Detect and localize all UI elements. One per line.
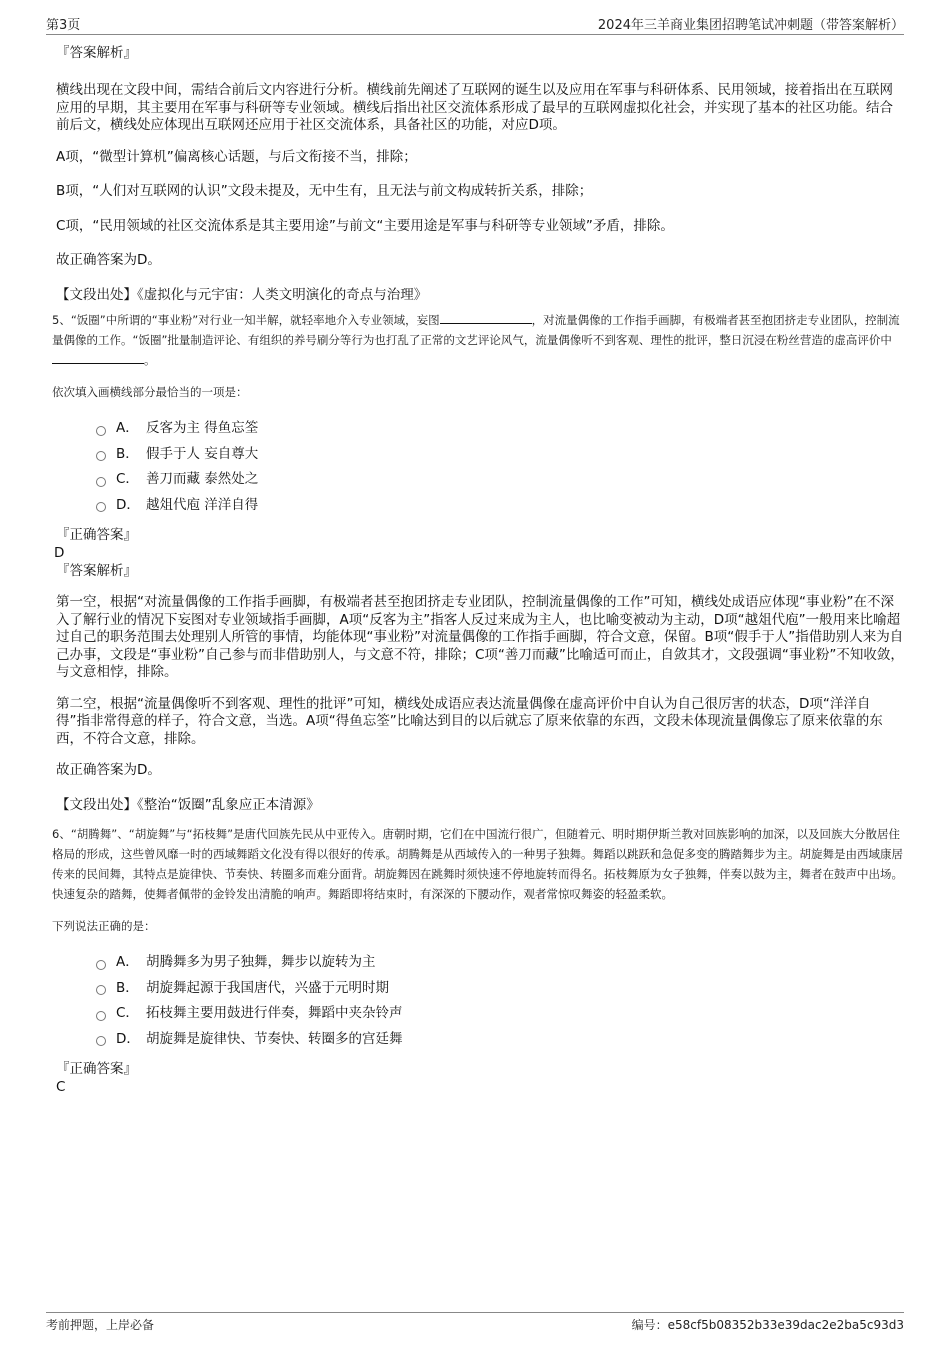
q5-analysis-conclusion: 故正确答案为D。 (56, 762, 161, 778)
radio-icon[interactable] (96, 477, 106, 487)
q5-option-d[interactable]: D． 越俎代庖 洋洋自得 (96, 493, 904, 519)
q5-correct-label: 『正确答案』 (56, 527, 137, 543)
q6-option-c[interactable]: C． 拓枝舞主要用鼓进行伴奏，舞蹈中夹杂铃声 (96, 1001, 904, 1027)
q5-correct-answer: D (54, 545, 65, 561)
q6-correct-label: 『正确答案』 (56, 1061, 137, 1077)
q6-options (96, 950, 904, 1052)
q5-analysis-label: 『答案解析』 (56, 563, 137, 579)
q4-analysis-p4: C项，“民用领域的社区交流体系是其主要用途”与前文“主要用途是军事与科研等专业领域”矛盾，排除。 (56, 217, 674, 234)
document-body (52, 44, 904, 1096)
page-footer (46, 1312, 904, 1334)
footer-slogan: 考前押题，上岸必备 (46, 1318, 155, 1332)
q5-stem-part2: ，对流量偶像的工作指手画脚，有极端者甚至抱团挤走专业团队，控制流量偶像的工作。“饭圈”批量制造评论、有组织的养号刷分等行为也打乱了正常的文艺评论风气，流量偶像听不到客观、理性的批评，整日沉浸在粉丝营造的虚高评价中 (52, 313, 900, 347)
q4-analysis-p2: A项，“微型计算机”偏离核心话题，与后文衔接不当，排除； (56, 148, 417, 165)
q4-source: 【文段出处】《虚拟化与元宇宙：人类文明演化的奇点与治理》 (56, 286, 428, 303)
document-code: 编号：e58cf5b08352b33e39dac2e2ba5c93d3 (631, 1318, 904, 1332)
q4-analysis-p3: B项，“人们对互联网的认识”文段未提及，无中生有，且无法与前文构成转折关系，排除； (56, 183, 593, 199)
q5-stem-part3: 。 (144, 353, 156, 367)
q5-source: 【文段出处】《整治“饭圈”乱象应正本清源》 (56, 796, 320, 813)
page-number: 第3页 (46, 18, 81, 33)
q5-analysis-p1: 第一空，根据“对流量偶像的工作指手画脚，有极端者甚至抱团挤走专业团队，控制流量偶像的工作”可知，横线处成语应体现“事业粉”在不深入了解行业的情况下妄图对专业领域指手画脚，A项“反客为主”指客人反过来成为主人，也比喻变被动为主动，D项“越俎代庖”一般用来比喻超过自己的职务范围去处理别人所管的事情，均能体现“事业粉”对流量偶像的工作指手画脚，符合文意，保留。B项“假手于人”指借助别人来为自己办事，文段是“事业粉”自己参与而非借助别人，与文意不符，排除；C项“善刀而藏”比喻适可而止，自敛其才，文段强调“事业粉”不知收敛，与文意相悖，排除。 (56, 594, 904, 680)
radio-icon[interactable] (96, 960, 106, 970)
q5-option-a[interactable]: A． 反客为主 得鱼忘筌 (96, 416, 904, 442)
radio-icon[interactable] (96, 985, 106, 995)
document-title: 2024年三羊商业集团招聘笔试冲刺题（带答案解析） (597, 18, 904, 33)
q5-option-b[interactable]: B． 假手于人 妄自尊大 (96, 442, 904, 468)
q4-analysis-label: 『答案解析』 (56, 45, 137, 61)
q5-option-c[interactable]: C． 善刀而藏 泰然处之 (96, 467, 904, 493)
q5-blank-1 (440, 313, 532, 324)
q5-options (96, 416, 904, 518)
q6-option-a[interactable]: A． 胡腾舞多为男子独舞，舞步以旋转为主 (96, 950, 904, 976)
radio-icon[interactable] (96, 502, 106, 512)
page-header (46, 14, 904, 35)
radio-icon[interactable] (96, 1036, 106, 1046)
q5-analysis-p2: 第二空，根据“流量偶像听不到客观、理性的批评”可知，横线处成语应表达流量偶像在虚高评价中自认为自己很厉害的状态，D项“洋洋自得”指非常得意的样子，符合文意，当选。A项“得鱼忘筌”比喻达到目的以后就忘了原来依靠的东西，文段未体现流量偶像忘了原来依靠的东西，不符合文意，排除。 (56, 695, 883, 747)
q4-analysis-conclusion: 故正确答案为D。 (56, 252, 161, 268)
radio-icon[interactable] (96, 426, 106, 436)
q5-stem (52, 310, 904, 370)
q6-correct-answer: C (56, 1079, 66, 1095)
q6-option-b[interactable]: B． 胡旋舞起源于我国唐代，兴盛于元明时期 (96, 976, 904, 1002)
radio-icon[interactable] (96, 1011, 106, 1021)
q6-stem: 6、“胡腾舞”、“胡旋舞”与“拓枝舞”是唐代回族先民从中亚传入。唐朝时期，它们在中国流行很广，但随着元、明时期伊斯兰教对回族影响的加深，以及回族大分散居住格局的形成，这些曾风靡一时的西域舞蹈文化没有得以很好的传承。胡腾舞是从西域传入的一种男子独舞。舞蹈以跳跃和急促多变的腾踏舞步为主。胡旋舞是由西域康居传来的民间舞，其特点是旋律快、节奏快、转圈多而难分面背。胡旋舞因在跳舞时须快速不停地旋转而得名。拓枝舞原为女子独舞，伴奏以鼓为主，舞者在鼓声中出场。快速复杂的踏舞，使舞者佩带的金铃发出清脆的响声。舞蹈即将结束时，有深深的下腰动作，观者常惊叹舞姿的轻盈柔软。 (52, 827, 903, 901)
q6-prompt: 下列说法正确的是： (52, 919, 156, 933)
q5-prompt: 依次填入画横线部分最恰当的一项是： (52, 385, 248, 399)
q5-blank-2 (52, 353, 144, 364)
q4-analysis-p1: 横线出现在文段中间，需结合前后文内容进行分析。横线前先阐述了互联网的诞生以及应用在军事与科研体系、民用领域，接着指出在互联网应用的早期，其主要用在军事与科研等专业领域。横线后指出社区交流体系形成了最早的互联网虚拟化社会，并实现了基本的社区功能。结合前后文，横线处应体现出互联网还应用于社区交流体系，具备社区的功能，对应D项。 (56, 82, 893, 133)
q5-stem-part1: 5、“饭圈”中所谓的“事业粉”对行业一知半解，就轻率地介入专业领域，妄图 (52, 313, 440, 327)
q6-option-d[interactable]: D． 胡旋舞是旋律快、节奏快、转圈多的宫廷舞 (96, 1027, 904, 1053)
radio-icon[interactable] (96, 451, 106, 461)
